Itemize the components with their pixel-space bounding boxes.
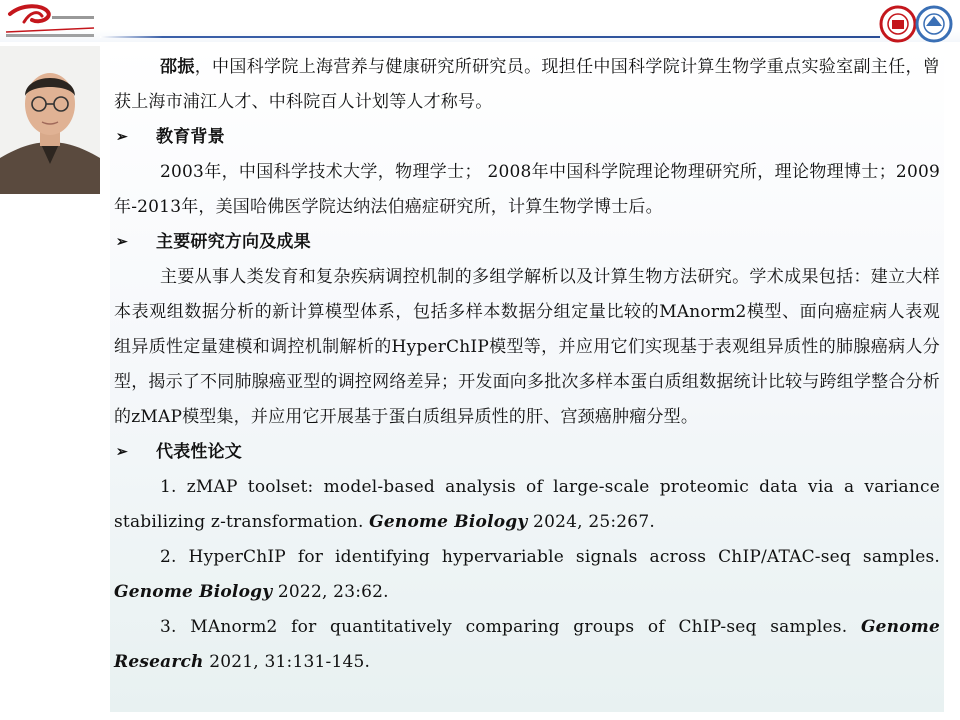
slide-content bbox=[114, 50, 940, 680]
paper-journal: Genome Research bbox=[114, 617, 940, 672]
education-heading-row bbox=[116, 120, 940, 155]
paper-title: 1. zMAP toolset: model-based analysis of large-scale proteomic data via a variance stabilizing z-transformation. bbox=[114, 477, 940, 532]
paper-title: 2. HyperChIP for identifying hypervariable signals across ChIP/ATAC-seq samples. bbox=[160, 547, 940, 567]
paper-journal: Genome Biology bbox=[114, 582, 273, 602]
paper-citation: 2024, 25:267. bbox=[527, 512, 655, 532]
profile-intro-text: ，中国科学院上海营养与健康研究所研究员。现担任中国科学院计算生物学重点实验室副主任，曾获上海市浦江人才、中科院百人计划等人才称号。 bbox=[114, 57, 940, 112]
paper-citation: 2021, 31:131-145. bbox=[203, 652, 371, 672]
paper-item bbox=[114, 540, 940, 610]
portrait-photo bbox=[0, 46, 100, 194]
paper-title: 3. MAnorm2 for quantitatively comparing groups of ChIP-seq samples. bbox=[160, 617, 861, 637]
arrow-bullet-icon: ➢ bbox=[116, 129, 128, 145]
papers-heading-row bbox=[116, 435, 940, 470]
research-heading: 主要研究方向及成果 bbox=[156, 232, 311, 252]
arrow-bullet-icon: ➢ bbox=[116, 234, 128, 250]
header-divider bbox=[100, 36, 880, 38]
profile-intro bbox=[114, 50, 940, 120]
paper-item bbox=[114, 610, 940, 680]
paper-citation: 2022, 23:62. bbox=[272, 582, 389, 602]
education-heading: 教育背景 bbox=[156, 127, 225, 147]
institute-seal-logos bbox=[878, 4, 958, 48]
education-text: 2003年，中国科学技术大学，物理学士； 2008年中国科学院理论物理研究所，理论物理博士；2009年-2013年，美国哈佛医学院达纳法伯癌症研究所，计算生物学博士后。 bbox=[114, 162, 940, 217]
paper-item bbox=[114, 470, 940, 540]
paper-journal: Genome Biology bbox=[369, 512, 528, 532]
person-name: 邵振 bbox=[160, 57, 195, 77]
research-heading-row bbox=[116, 225, 940, 260]
papers-heading: 代表性论文 bbox=[156, 442, 242, 462]
chinese-brush-logo bbox=[2, 2, 98, 40]
arrow-bullet-icon: ➢ bbox=[116, 444, 128, 460]
research-text: 主要从事人类发育和复杂疾病调控机制的多组学解析以及计算生物方法研究。学术成果包括：建立大样本表观组数据分析的新计算模型体系，包括多样本数据分组定量比较的MAnorm2模型、面向癌症病人表观组异质性定量建模和调控机制解析的HyperChIP模型等，并应用它们实现基于表观组异质性的肺腺癌病人分型，揭示了不同肺腺癌亚型的调控网络差异；开发面向多批次多样本蛋白质组数据统计比较与跨组学整合分析的zMAP模型集，并应用它开展基于蛋白质组异质性的肝、宫颈癌肿瘤分型。 bbox=[114, 267, 940, 427]
